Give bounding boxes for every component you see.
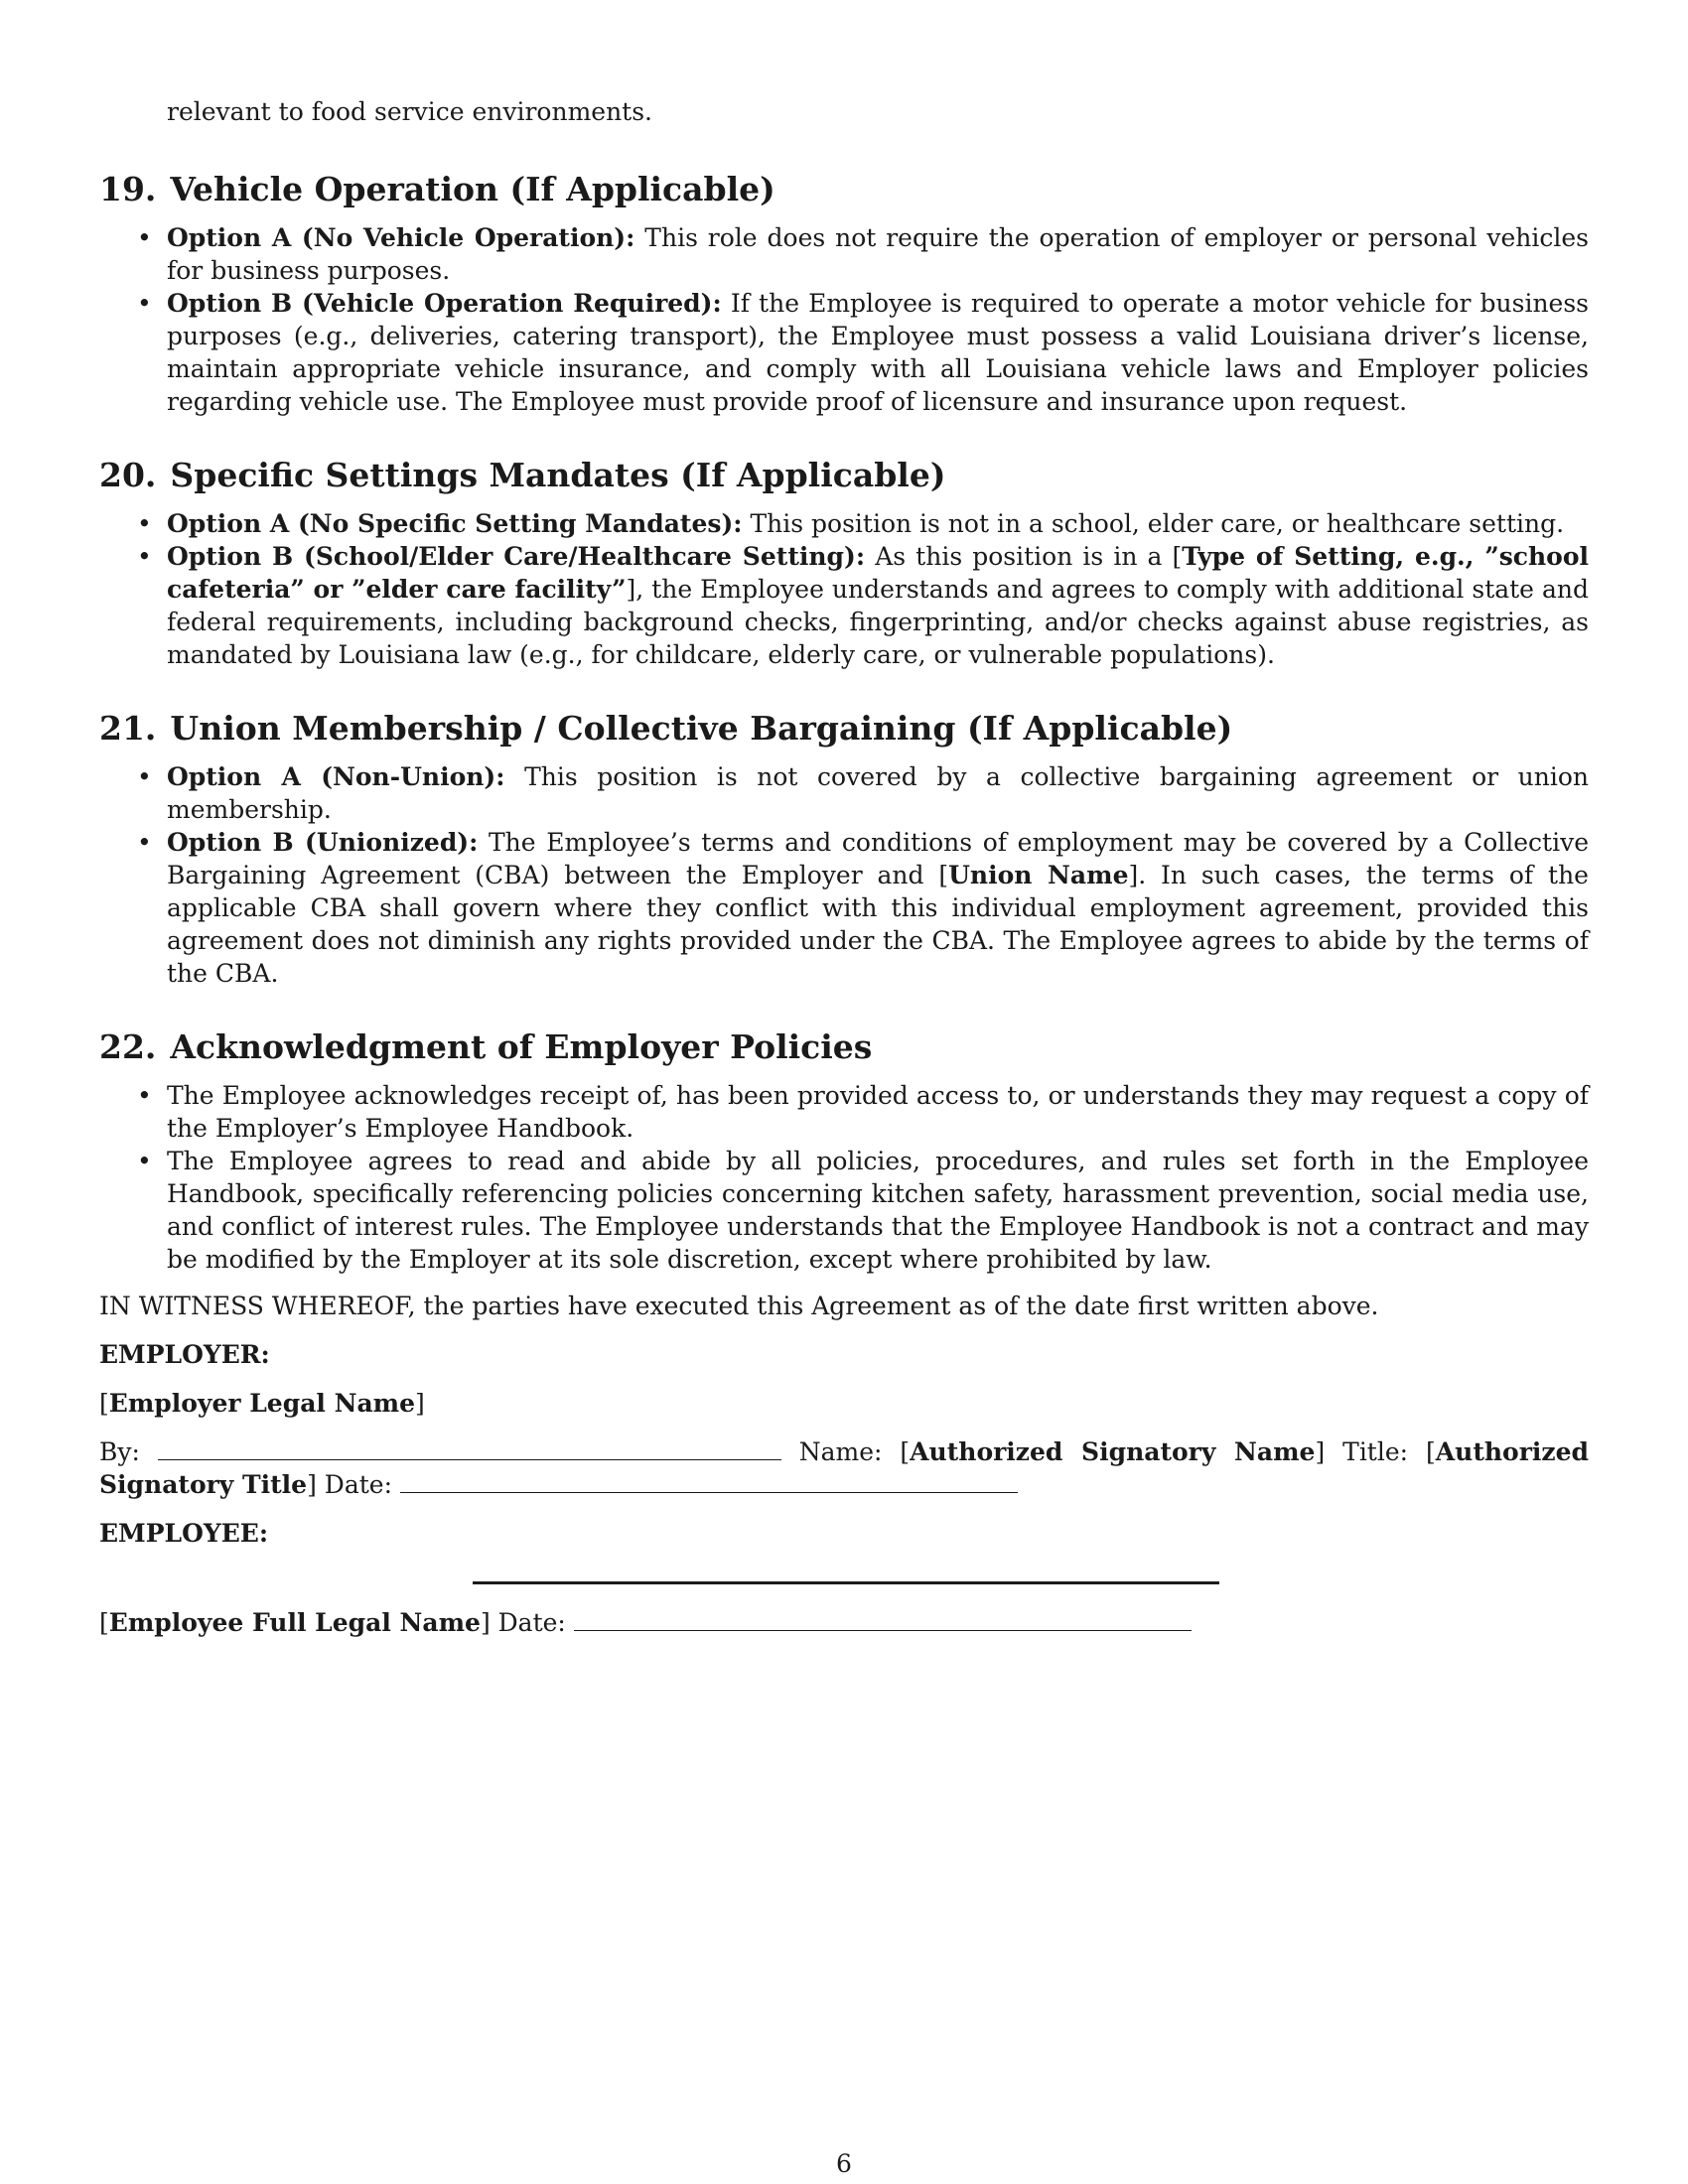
section-22 — [99, 1027, 1589, 1276]
section-heading: 19. Vehicle Operation (If Applicable) — [99, 170, 775, 208]
witness-clause: IN WITNESS WHEREOF, the parties have executed this Agreement as of the date first written above. — [99, 1292, 1379, 1320]
list-item — [99, 507, 1589, 540]
employee-heading: EMPLOYEE: — [99, 1519, 269, 1548]
option-label: Option B (School/Elder Care/Healthcare Setting): — [167, 542, 866, 571]
section-19 — [99, 170, 1589, 418]
option-label: Option B (Vehicle Operation Required): — [167, 289, 722, 318]
option-text: This role does not require the operation of employer or personal vehicles for business purposes. — [167, 223, 1590, 285]
signatory-name: Authorized Signatory Name — [910, 1437, 1316, 1466]
page-number: 6 — [836, 2149, 852, 2178]
section-20 — [99, 456, 1589, 671]
option-text: As this position is in a [ — [875, 542, 1183, 571]
employee-full-name: Employee Full Legal Name — [108, 1608, 481, 1637]
option-text: If the Employee is required to operate a motor vehicle for business purposes (e.g., deliveries, catering transport), the Employee must possess a valid Louisiana driver’s license, maintain appropriate vehicle insurance, and comply with all Louisiana vehicle laws and Employer policies regarding vehicle use. The Employee must provide proof of licensure and insurance upon request. — [167, 289, 1589, 416]
bullet-icon: • — [137, 509, 152, 538]
section-heading: 20. Specific Settings Mandates (If Applicable) — [99, 456, 946, 494]
section-21 — [99, 709, 1589, 990]
list-item: • The Employee agrees to read and abide by all policies, procedures, and rules set forth in the Employee Handbook, specifically referencing policies concerning kitchen safety, harassment prevention, social media use, and conflict of interest rules. The Employee understands that the Employee Handbook is not a contract and may be modified by the Employer at its sole discretion, except where prohibited by law. — [137, 1147, 1589, 1274]
bullet-icon: • — [137, 1081, 152, 1110]
policy-list — [99, 1079, 1589, 1276]
placeholder-setting: Type of Setting, e.g., ”school cafeteria” or ”elder care facility” — [167, 542, 1590, 604]
list-item — [99, 540, 1589, 671]
list-item — [99, 826, 1589, 990]
option-list — [99, 507, 1589, 671]
section-heading: 22. Acknowledgment of Employer Policies — [99, 1027, 873, 1066]
list-item — [99, 287, 1589, 418]
employee-date-line[interactable] — [574, 1608, 1192, 1631]
bullet-icon: • — [137, 542, 152, 571]
bullet-icon: • — [137, 828, 152, 857]
bullet-icon: • — [137, 1147, 152, 1175]
option-text: ]. In such cases, the terms of the applicable CBA shall govern where they conflict with this individual employment agreement, provided this agreement does not diminish any rights provided under the CBA. The Employee agrees to abide by the terms of the CBA. — [167, 861, 1589, 988]
option-text: This position is not covered by a collective bargaining agreement or union membership. — [167, 762, 1589, 824]
employer-heading: EMPLOYER: — [99, 1340, 270, 1369]
list-item — [99, 760, 1589, 826]
continuation-text: relevant to food service environments. — [167, 97, 652, 126]
option-label: Option A (Non-Union): — [167, 762, 505, 791]
option-label: Option B (Unionized): — [167, 828, 479, 857]
placeholder-union: Union Name — [948, 861, 1129, 889]
option-label: Option A (No Vehicle Operation): — [167, 223, 635, 252]
option-text: The Employee’s terms and conditions of employment may be covered by a Collective Bargaining Agreement (CBA) between the Employer and [ — [167, 828, 1590, 889]
list-item: • The Employee acknowledges receipt of, has been provided access to, or understands they may request a copy of the Employer’s Employee Handbook. — [137, 1081, 1589, 1143]
employer-legal-name: [Employer Legal Name] — [99, 1389, 425, 1418]
employer-signature-line[interactable] — [158, 1437, 781, 1460]
employee-name-block: [Employee Full Legal Name] Date: — [99, 1606, 1589, 1639]
option-list — [99, 760, 1589, 990]
employee-signature-line[interactable] — [473, 1581, 1219, 1584]
document-page — [99, 95, 1589, 1639]
bullet-icon: • — [137, 223, 152, 252]
option-label: Option A (No Specific Setting Mandates): — [167, 509, 743, 538]
section-heading: 21. Union Membership / Collective Bargaining (If Applicable) — [99, 709, 1233, 748]
bullet-icon: • — [137, 289, 152, 318]
employer-date-line[interactable] — [400, 1470, 1018, 1493]
signatory-title: Authorized Signatory Title — [99, 1437, 1589, 1499]
employer-signature-block: By: Name: [Authorized Signatory Name] Title: [Authorized Signatory Title] Date: — [99, 1437, 1589, 1499]
option-text: This position is not in a school, elder care, or healthcare setting. — [750, 509, 1565, 538]
list-item — [99, 221, 1589, 287]
option-text: ], the Employee understands and agrees to comply with additional state and federal requirements, including background checks, fingerprinting, and/or checks against abuse registries, as mandated by Louisiana law (e.g., for childcare, elderly care, or vulnerable populations). — [167, 575, 1589, 669]
option-list — [99, 221, 1589, 418]
bullet-icon: • — [137, 762, 152, 791]
